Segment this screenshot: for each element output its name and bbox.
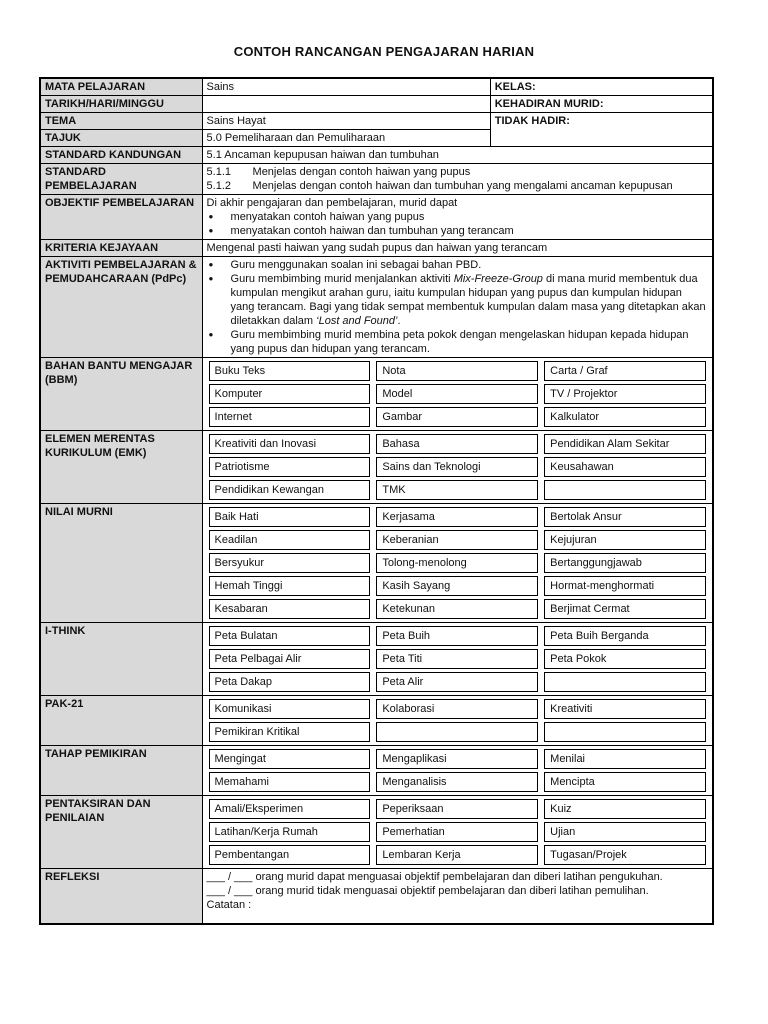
pak21-grid-cell [202,696,713,746]
aktiviti-bullet: ● Guru menggunakan soalan ini sebagai bahan PBD. [207,258,708,272]
nilai-option[interactable]: Bersyukur [209,553,371,573]
pak21-option[interactable] [544,722,706,742]
nilai-grid-cell [202,504,713,623]
emk-grid-cell [202,431,713,504]
label-tarikh: TARIKH/HARI/MINGGU [40,96,202,113]
ithink-option[interactable]: Peta Buih [376,626,538,646]
pentaksiran-option[interactable]: Latihan/Kerja Rumah [209,822,371,842]
emk-option[interactable]: Pendidikan Kewangan [209,480,371,500]
label-objektif: OBJEKTIF PEMBELAJARAN [40,195,202,240]
value-objektif [202,195,713,240]
bbm-option[interactable]: Model [376,384,538,404]
refleksi-catatan: Catatan : [206,899,252,911]
label-aktiviti: AKTIVITI PEMBELAJARAN & PEMUDAHCARAAN (PdPc) [40,257,202,358]
bbm-option[interactable]: Carta / Graf [544,361,706,381]
bbm-option[interactable]: TV / Projektor [544,384,706,404]
label-emk: ELEMEN MERENTAS KURIKULUM (EMK) [40,431,202,504]
nilai-option[interactable]: Berjimat Cermat [544,599,706,619]
emk-option[interactable]: Keusahawan [544,457,706,477]
tahap-option[interactable]: Menilai [544,749,706,769]
nilai-grid [203,504,712,622]
page-title: CONTOH RANCANGAN PENGAJARAN HARIAN [233,44,535,59]
tahap-option[interactable]: Menganalisis [376,772,538,792]
pentaksiran-option[interactable]: Ujian [544,822,706,842]
objektif-bullet: ● menyatakan contoh haiwan dan tumbuhan yang terancam [207,224,708,238]
nilai-option[interactable]: Kerjasama [376,507,538,527]
bbm-option[interactable]: Internet [209,407,371,427]
sections-body [40,358,713,869]
label-tahap: TAHAP PEMIKIRAN [40,746,202,796]
pentaksiran-option[interactable]: Lembaran Kerja [376,845,538,865]
tahap-option[interactable]: Mengingat [209,749,371,769]
label-pak21: PAK-21 [40,696,202,746]
emk-option[interactable] [544,480,706,500]
label-tema: TEMA [40,113,202,130]
bbm-grid-cell [202,358,713,431]
nilai-option[interactable]: Kejujuran [544,530,706,550]
value-standard-pembelajaran [202,164,713,195]
label-nilai: NILAI MURNI [40,504,202,623]
tahap-grid-cell [202,746,713,796]
emk-option[interactable]: Bahasa [376,434,538,454]
lesson-plan-table [39,77,714,925]
label-kriteria: KRITERIA KEJAYAAN [40,240,202,257]
pak21-grid [203,696,712,745]
objektif-bullet: ● menyatakan contoh haiwan yang pupus [207,210,708,224]
nilai-option[interactable]: Baik Hati [209,507,371,527]
value-standard-kandungan: 5.1 Ancaman kepupusan haiwan dan tumbuhan [202,147,713,164]
refleksi-line: ___ / ___ orang murid tidak menguasai objektif pembelajaran dan diberi latihan pemulihan. [206,885,649,897]
pak21-option[interactable]: Kolaborasi [376,699,538,719]
ithink-option[interactable]: Peta Alir [376,672,538,692]
aktiviti-text: Guru membimbing murid menjalankan aktiviti [230,273,454,285]
label-standard-pembelajaran: STANDARD PEMBELAJARAN [40,164,202,195]
sp-text: Menjelas dengan contoh haiwan yang pupus [252,166,471,178]
ithink-option[interactable]: Peta Pelbagai Alir [209,649,371,669]
pak21-option[interactable]: Kreativiti [544,699,706,719]
ithink-option[interactable]: Peta Dakap [209,672,371,692]
label-tajuk: TAJUK [40,130,202,147]
ithink-option[interactable]: Peta Titi [376,649,538,669]
emk-option[interactable]: TMK [376,480,538,500]
pentaksiran-option[interactable]: Amali/Eksperimen [209,799,371,819]
nilai-option[interactable]: Hemah Tinggi [209,576,371,596]
ithink-option[interactable]: Peta Pokok [544,649,706,669]
nilai-option[interactable]: Keberanian [376,530,538,550]
nilai-option[interactable]: Hormat-menghormati [544,576,706,596]
nilai-option[interactable]: Kesabaran [209,599,371,619]
value-refleksi [202,869,713,925]
refleksi-line: ___ / ___ orang murid dapat menguasai objektif pembelajaran dan diberi latihan pengukuhan. [206,871,663,883]
sp-item [207,179,708,193]
bbm-grid [203,358,712,430]
nilai-option[interactable]: Bertanggungjawab [544,553,706,573]
pak21-option[interactable]: Pemikiran Kritikal [209,722,371,742]
label-kehadiran: KEHADIRAN MURID: [490,96,713,113]
pentaksiran-option[interactable]: Pembentangan [209,845,371,865]
tahap-option[interactable]: Mencipta [544,772,706,792]
sp-num: 5.1.1 [206,166,231,178]
label-standard-kandungan: STANDARD KANDUNGAN [40,147,202,164]
label-bbm: BAHAN BANTU MENGAJAR (BBM) [40,358,202,431]
value-mata-pelajaran: Sains [202,78,490,96]
label-pentaksiran: PENTAKSIRAN DAN PENILAIAN [40,796,202,869]
sp-num: 5.1.2 [206,180,231,192]
value-kriteria: Mengenal pasti haiwan yang sudah pupus dan haiwan yang terancam [202,240,713,257]
nilai-option[interactable]: Bertolak Ansur [544,507,706,527]
value-tema: Sains Hayat [202,113,490,130]
nilai-option[interactable]: Tolong-menolong [376,553,538,573]
ithink-option[interactable] [544,672,706,692]
aktiviti-emphasis: Mix-Freeze-Group [453,273,543,285]
pentaksiran-grid-cell [202,796,713,869]
bbm-option[interactable]: Gambar [376,407,538,427]
pak21-option[interactable]: Komunikasi [209,699,371,719]
emk-option[interactable]: Patriotisme [209,457,371,477]
pentaksiran-option[interactable]: Pemerhatian [376,822,538,842]
emk-option[interactable]: Pendidikan Alam Sekitar [544,434,706,454]
pentaksiran-grid [203,796,712,868]
value-tajuk: 5.0 Pemeliharaan dan Pemuliharaan [202,130,490,147]
objektif-list [207,210,708,238]
tahap-option[interactable]: Memahami [209,772,371,792]
ithink-option[interactable]: Peta Buih Berganda [544,626,706,646]
nilai-option[interactable]: Ketekunan [376,599,538,619]
emk-option[interactable]: Kreativiti dan Inovasi [209,434,371,454]
sp-text: Menjelas dengan contoh haiwan dan tumbuhan yang mengalami ancaman kepupusan [252,180,673,192]
aktiviti-text: di mana murid membentuk dua kumpulan mengikut arahan guru, iaitu kumpulan hidupan yang pupus dan kumpulan hidupan yang terancam. Bagi yang tidak sempat membentuk kumpulan dalam masa yang ditetapkan akan diletakkan dalam [230,273,706,327]
aktiviti-text: . [397,315,401,327]
ithink-grid [203,623,712,695]
ithink-grid-cell [202,623,713,696]
pak21-option[interactable] [376,722,538,742]
ithink-option[interactable]: Peta Bulatan [209,626,371,646]
emk-option[interactable]: Sains dan Teknologi [376,457,538,477]
aktiviti-list [207,258,708,356]
nilai-option[interactable]: Keadilan [209,530,371,550]
value-aktiviti [202,257,713,358]
pentaksiran-option[interactable]: Tugasan/Projek [544,845,706,865]
bbm-option[interactable]: Komputer [209,384,371,404]
aktiviti-bullet: ● Guru membimbing murid membina peta pokok dengan mengelaskan hidupan kepada hidupan yang pupus dan hidupan yang terancam. [207,328,708,356]
label-ithink: I-THINK [40,623,202,696]
aktiviti-bullet [207,272,708,328]
label-tidak-hadir: TIDAK HADIR: [490,113,713,147]
value-tarikh [202,96,490,113]
sp-item [207,165,708,179]
label-refleksi: REFLEKSI [40,869,202,925]
label-kelas: KELAS: [490,78,713,96]
bbm-option[interactable]: Buku Teks [209,361,371,381]
pentaksiran-option[interactable]: Kuiz [544,799,706,819]
tahap-grid [203,746,712,795]
bbm-option[interactable]: Nota [376,361,538,381]
bbm-option[interactable]: Kalkulator [544,407,706,427]
pentaksiran-option[interactable]: Peperiksaan [376,799,538,819]
nilai-option[interactable]: Kasih Sayang [376,576,538,596]
tahap-option[interactable]: Mengaplikasi [376,749,538,769]
aktiviti-emphasis: ‘Lost and Found’ [316,315,398,327]
label-mata-pelajaran: MATA PELAJARAN [40,78,202,96]
emk-grid [203,431,712,503]
objektif-intro: Di akhir pengajaran dan pembelajaran, murid dapat [206,197,458,209]
